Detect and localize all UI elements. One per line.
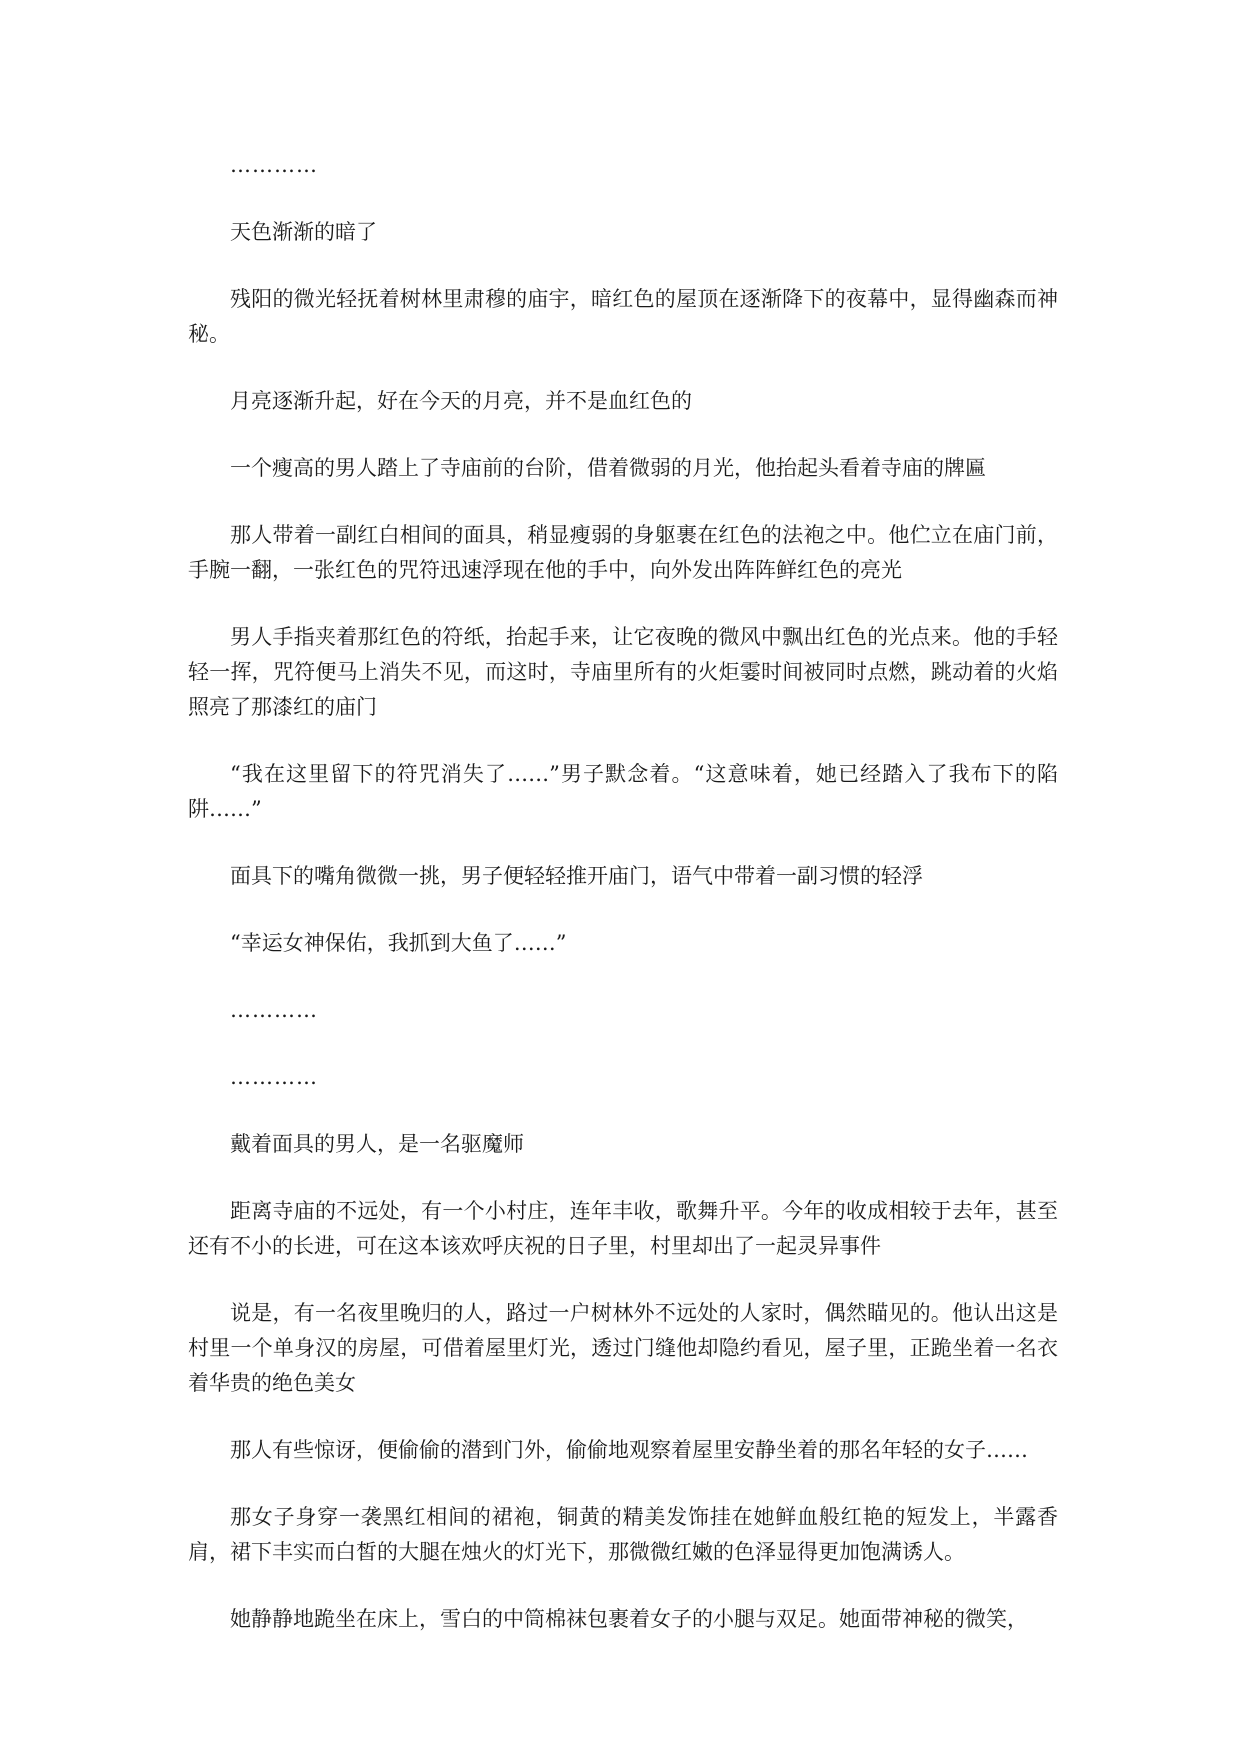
paragraph: 一个瘦高的男人踏上了寺庙前的台阶，借着微弱的月光，他抬起头看着寺庙的牌匾 [230, 456, 986, 480]
ellipsis-separator: ………… [230, 998, 318, 1022]
paragraph: 天色渐渐的暗了 [230, 220, 377, 244]
paragraph: 残阳的微光轻抚着树林里肃穆的庙宇，暗红色的屋顶在逐渐降下的夜幕中，显得幽森而神秘。 [188, 287, 1058, 346]
paragraph: 她静静地跪坐在床上，雪白的中筒棉袜包裹着女子的小腿与双足。她面带神秘的微笑， [230, 1607, 1028, 1631]
paragraph: 月亮逐渐升起，好在今天的月亮，并不是血红色的 [230, 389, 692, 413]
paragraph: 说是，有一名夜里晚归的人，路过一户树林外不远处的人家时，偶然瞄见的。他认出这是村里一个单身汉的房屋，可借着屋里灯光，透过门缝他却隐约看见，屋子里，正跪坐着一名衣着华贵的绝色美女 [188, 1301, 1058, 1395]
text-column [188, 148, 1058, 1669]
paragraph: 距离寺庙的不远处，有一个小村庄，连年丰收，歌舞升平。今年的收成相较于去年，甚至还有不小的长进，可在这本该欢呼庆祝的日子里，村里却出了一起灵异事件 [188, 1199, 1058, 1258]
ellipsis-separator: ………… [230, 1065, 318, 1089]
paragraph: 面具下的嘴角微微一挑，男子便轻轻推开庙门，语气中带着一副习惯的轻浮 [230, 864, 923, 888]
paragraph: 那人有些惊讶，便偷偷的潜到门外，偷偷地观察着屋里安静坐着的那名年轻的女子…… [230, 1438, 1028, 1462]
paragraph: 那人带着一副红白相间的面具，稍显瘦弱的身躯裹在红色的法袍之中。他伫立在庙门前，手腕一翻，一张红色的咒符迅速浮现在他的手中，向外发出阵阵鲜红色的亮光 [188, 523, 1058, 582]
paragraph: 男人手指夹着那红色的符纸，抬起手来，让它夜晚的微风中飘出红色的光点来。他的手轻轻一挥，咒符便马上消失不见，而这时，寺庙里所有的火炬霎时间被同时点燃，跳动着的火焰照亮了那漆红的庙门 [188, 625, 1058, 719]
paragraph: “幸运女神保佑，我抓到大鱼了……” [230, 931, 567, 955]
paragraph: 那女子身穿一袭黑红相间的裙袍，铜黄的精美发饰挂在她鲜血般红艳的短发上，半露香肩，裙下丰实而白皙的大腿在烛火的灯光下，那微微红嫩的色泽显得更加饱满诱人。 [188, 1505, 1058, 1564]
paragraph: 戴着面具的男人，是一名驱魔师 [230, 1132, 524, 1156]
paragraph: “我在这里留下的符咒消失了……”男子默念着。“这意味着，她已经踏入了我布下的陷阱……” [188, 762, 1058, 821]
ellipsis-separator: ………… [230, 153, 318, 177]
